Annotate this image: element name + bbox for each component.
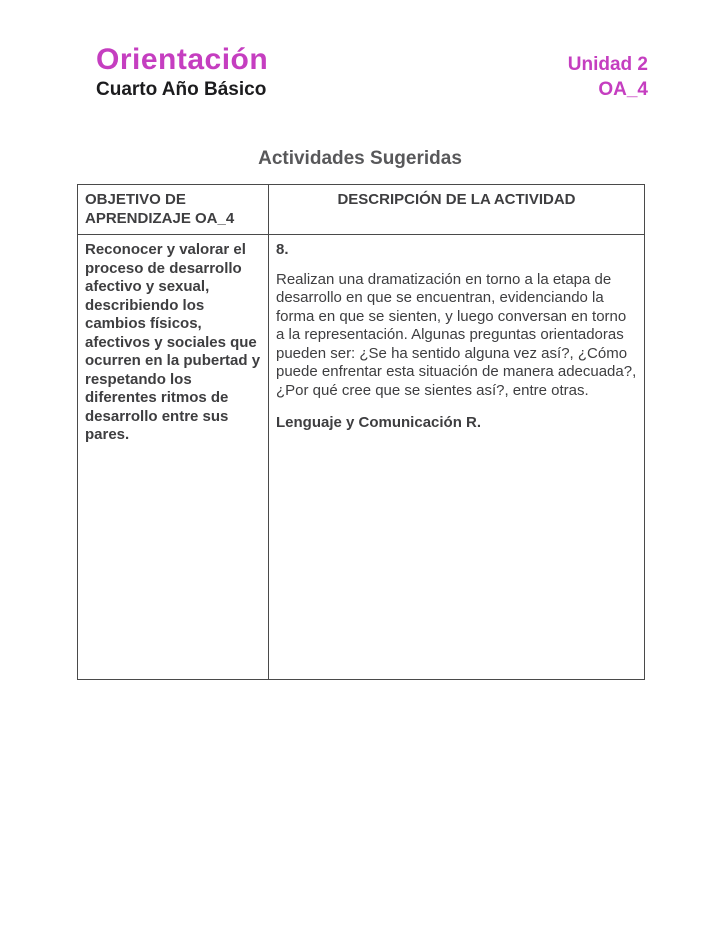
activity-description: Realizan una dramatización en torno a la etapa de desarrollo en que se encuentran, evidenciando la forma en que se sienten, y luego conversan en torno a la representación. Algunas preguntas orientadoras pueden ser: ¿Se ha sentido alguna vez así?, ¿Cómo puede enfrentar esta situación de manera adecuada?, ¿Por qué cree que se sientes así?, entre otras. <box>276 270 637 399</box>
objective-cell: Reconocer y valorar el proceso de desarrollo afectivo y sexual, describiendo los cambios físicos, afectivos y sociales que ocurren en la pubertad y respetando los diferentes ritmos de desarrollo entre sus pares. <box>78 235 269 680</box>
objective-column-header: OBJETIVO DE APRENDIZAJE OA_4 <box>78 185 269 235</box>
section-title: Actividades Sugeridas <box>258 148 462 169</box>
oa-code-label: OA_4 <box>598 79 648 100</box>
activity-subject-reference: Lenguaje y Comunicación R. <box>276 414 482 431</box>
unit-label: Unidad 2 <box>567 54 648 75</box>
document-title: Orientación <box>96 43 269 76</box>
table-row <box>78 235 645 680</box>
header-right <box>568 52 648 102</box>
table-header-row <box>78 185 645 235</box>
activities-table <box>77 184 645 680</box>
document-subtitle: Cuarto Año Básico <box>96 79 267 100</box>
header-left <box>96 42 268 102</box>
activity-number: 8. <box>276 241 289 258</box>
description-column-header: DESCRIPCIÓN DE LA ACTIVIDAD <box>269 185 645 235</box>
description-cell <box>269 235 645 680</box>
